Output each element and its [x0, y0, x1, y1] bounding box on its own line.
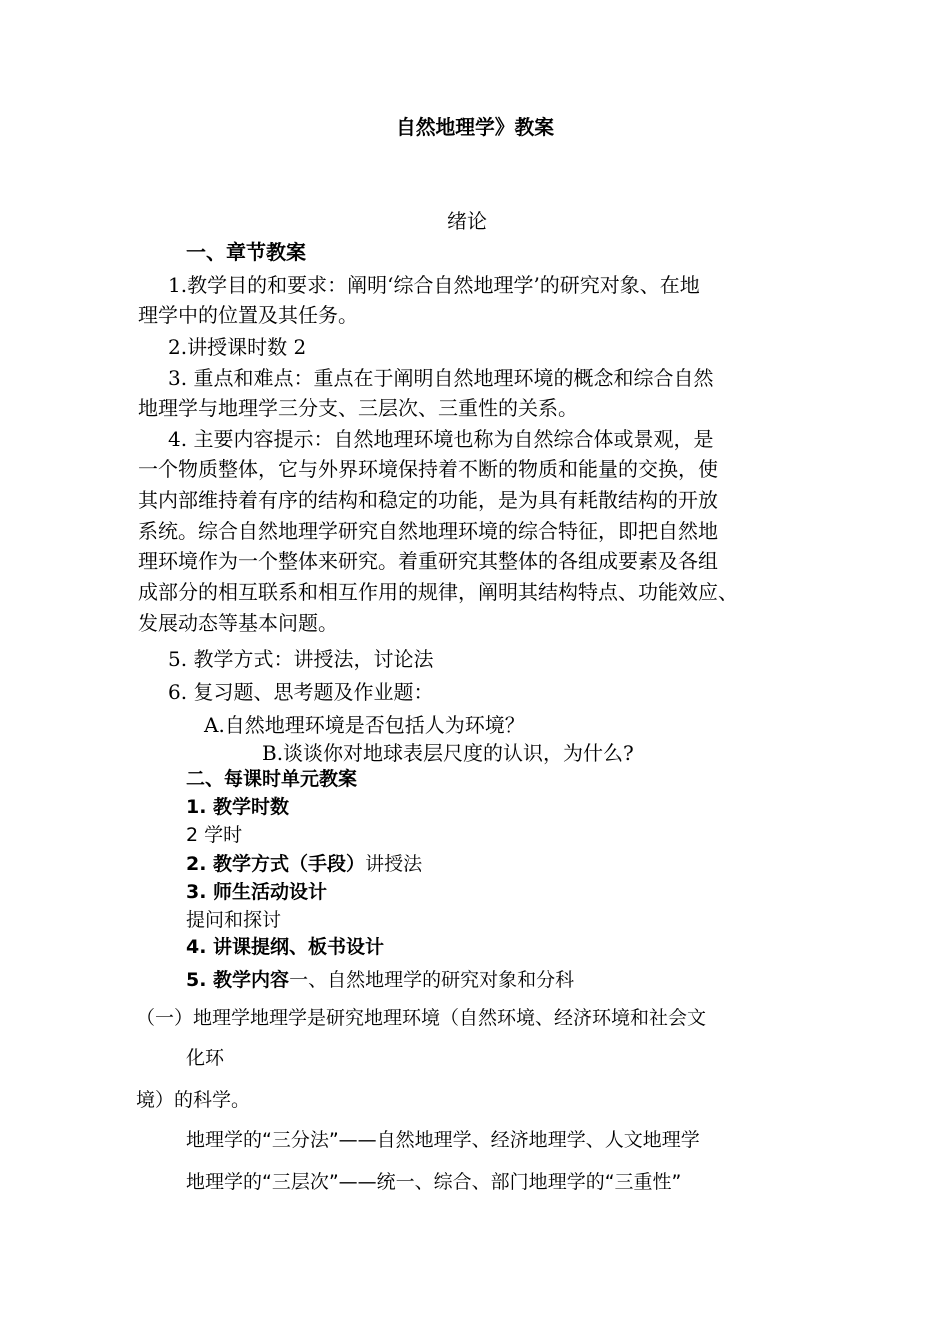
section2-heading: 二、每课时单元教案 — [186, 768, 358, 790]
item1-line1: 1.教学目的和要求：阐明‘综合自然地理学’的研究对象、在地 — [168, 273, 700, 297]
item2: 2.讲授课时数 2 — [168, 335, 307, 359]
item5: 5. 教学方式：讲授法，讨论法 — [168, 647, 434, 671]
s3-label: 3. 师生活动设计 — [186, 881, 328, 903]
s5-label: 5. 教学内容 — [186, 969, 290, 991]
s3-value: 提问和探讨 — [186, 909, 282, 931]
item6: 6. 复习题、思考题及作业题： — [168, 680, 434, 704]
item4-line3: 其内部维持着有序的结构和稳定的功能，是为具有耗散结构的开放 — [138, 488, 718, 512]
item3-line1: 3. 重点和难点：重点在于阐明自然地理环境的概念和综合自然 — [168, 366, 714, 390]
s2-label: 2. 教学方式（手段） — [186, 853, 366, 875]
item4-line7: 发展动态等基本问题。 — [138, 611, 338, 635]
item4-line1: 4. 主要内容提示：自然地理环境也称为自然综合体或景观，是 — [168, 427, 714, 451]
para3: 地理学的“三层次”——统一、综合、部门地理学的“三重性” — [186, 1171, 682, 1193]
question-b: B.谈谈你对地球表层尺度的认识，为什么? — [262, 741, 634, 765]
s1-value: 2 学时 — [186, 824, 243, 846]
para1-line1: （一）地理学地理学是研究地理环境（自然环境、经济环境和社会文 — [136, 1007, 707, 1029]
para1-line2: 化环 — [186, 1047, 225, 1069]
document-title: 自然地理学》教案 — [395, 116, 555, 139]
s5-row — [186, 969, 574, 992]
item4-line5: 理环境作为一个整体来研究。着重研究其整体的各组成要素及各组 — [138, 549, 718, 573]
s2-row — [186, 853, 422, 876]
question-a: A.自然地理环境是否包括人为环境？ — [204, 713, 525, 737]
s1-label: 1. 教学时数 — [186, 796, 290, 818]
section1-heading: 一、章节教案 — [186, 240, 306, 264]
item4-line6: 成部分的相互联系和相互作用的规律，阐明其结构特点、功能效应、 — [138, 580, 738, 604]
s2-value: 讲授法 — [365, 853, 423, 875]
item3-line2: 地理学与地理学三分支、三层次、三重性的关系。 — [138, 396, 578, 420]
s5-value: 一、自然地理学的研究对象和分科 — [289, 969, 575, 991]
chapter-title: 绪论 — [447, 209, 487, 233]
para1-line3: 境）的科学。 — [136, 1089, 251, 1111]
item4-line4: 系统。综合自然地理学研究自然地理环境的综合特征，即把自然地 — [138, 519, 718, 543]
item4-line2: 一个物质整体，它与外界环境保持着不断的物质和能量的交换，使 — [138, 457, 718, 481]
para2: 地理学的“三分法”——自然地理学、经济地理学、人文地理学 — [186, 1129, 700, 1151]
item1-line2: 理学中的位置及其任务。 — [138, 303, 358, 327]
s4-label: 4. 讲课提纲、板书设计 — [186, 936, 385, 958]
